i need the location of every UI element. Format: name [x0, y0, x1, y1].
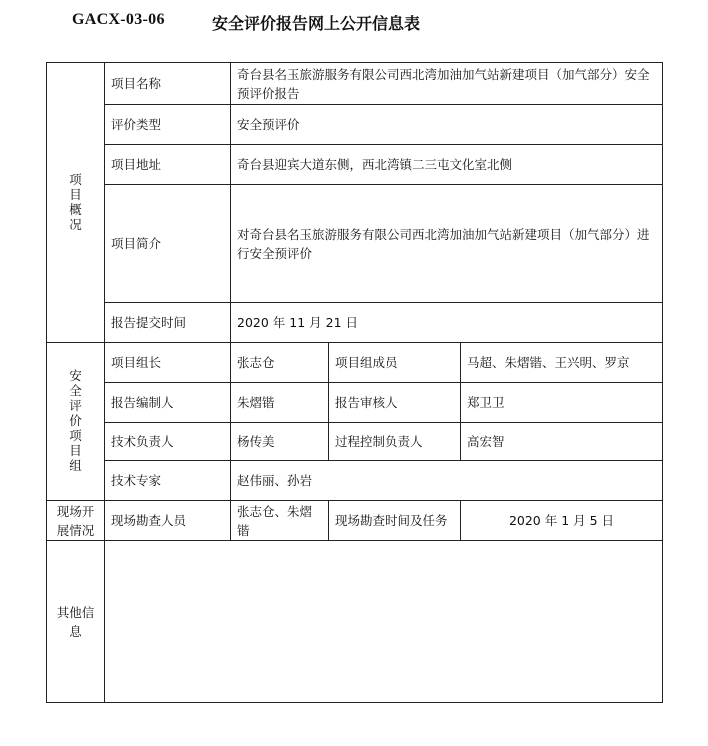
group-site-label: 现场开展情况 — [56, 503, 95, 538]
process-lead-value: 高宏智 — [461, 423, 663, 461]
survey-time-label: 现场勘查时间及任务 — [329, 501, 461, 541]
process-lead-label: 过程控制负责人 — [329, 423, 461, 461]
address-label: 项目地址 — [105, 145, 231, 185]
leader-label: 项目组长 — [105, 343, 231, 383]
experts-value: 赵伟丽、孙岩 — [231, 461, 663, 501]
row-experts — [47, 461, 663, 501]
tech-lead-label: 技术负责人 — [105, 423, 231, 461]
row-intro — [47, 185, 663, 303]
row-address — [47, 145, 663, 185]
surveyors-value: 张志仓、朱熠锴 — [231, 501, 329, 541]
submit-time-value: 2020 年 11 月 21 日 — [231, 303, 663, 343]
author-value: 朱熠锴 — [231, 383, 329, 423]
address-value: 奇台县迎宾大道东侧，西北湾镇二三屯文化室北侧 — [231, 145, 663, 185]
row-project-name — [47, 63, 663, 105]
row-submit-time — [47, 303, 663, 343]
other-label: 其他信息 — [56, 604, 95, 639]
group-team-label: 安全评价项目组 — [69, 368, 82, 473]
row-eval-type — [47, 105, 663, 145]
survey-time-value: 2020 年 1 月 5 日 — [461, 501, 663, 541]
group-site — [47, 501, 105, 541]
row-tech-lead — [47, 423, 663, 461]
row-site — [47, 501, 663, 541]
project-name-label: 项目名称 — [105, 63, 231, 105]
members-value: 马超、朱熠锴、王兴明、罗京 — [461, 343, 663, 383]
group-overview — [47, 63, 105, 343]
document-header — [0, 0, 708, 40]
intro-value: 对奇台县名玉旅游服务有限公司西北湾加油加气站新建项目（加气部分）进行安全预评价 — [231, 185, 663, 303]
row-other — [47, 541, 663, 703]
leader-value: 张志仓 — [231, 343, 329, 383]
surveyors-label: 现场勘查人员 — [105, 501, 231, 541]
document-code: GACX-03-06 — [72, 11, 165, 28]
submit-time-label: 报告提交时间 — [105, 303, 231, 343]
reviewer-label: 报告审核人 — [329, 383, 461, 423]
reviewer-value: 郑卫卫 — [461, 383, 663, 423]
group-overview-label: 项目概况 — [69, 171, 82, 232]
members-label: 项目组成员 — [329, 343, 461, 383]
author-label: 报告编制人 — [105, 383, 231, 423]
info-table — [46, 62, 663, 703]
document-title: 安全评价报告网上公开信息表 — [212, 14, 421, 33]
project-name-value: 奇台县名玉旅游服务有限公司西北湾加油加气站新建项目（加气部分）安全预评价报告 — [231, 63, 663, 105]
eval-type-label: 评价类型 — [105, 105, 231, 145]
group-team — [47, 343, 105, 501]
group-other — [47, 541, 105, 703]
tech-lead-value: 杨传美 — [231, 423, 329, 461]
eval-type-value: 安全预评价 — [231, 105, 663, 145]
row-author — [47, 383, 663, 423]
row-leader — [47, 343, 663, 383]
intro-label: 项目简介 — [105, 185, 231, 303]
other-value — [105, 541, 663, 703]
experts-label: 技术专家 — [105, 461, 231, 501]
